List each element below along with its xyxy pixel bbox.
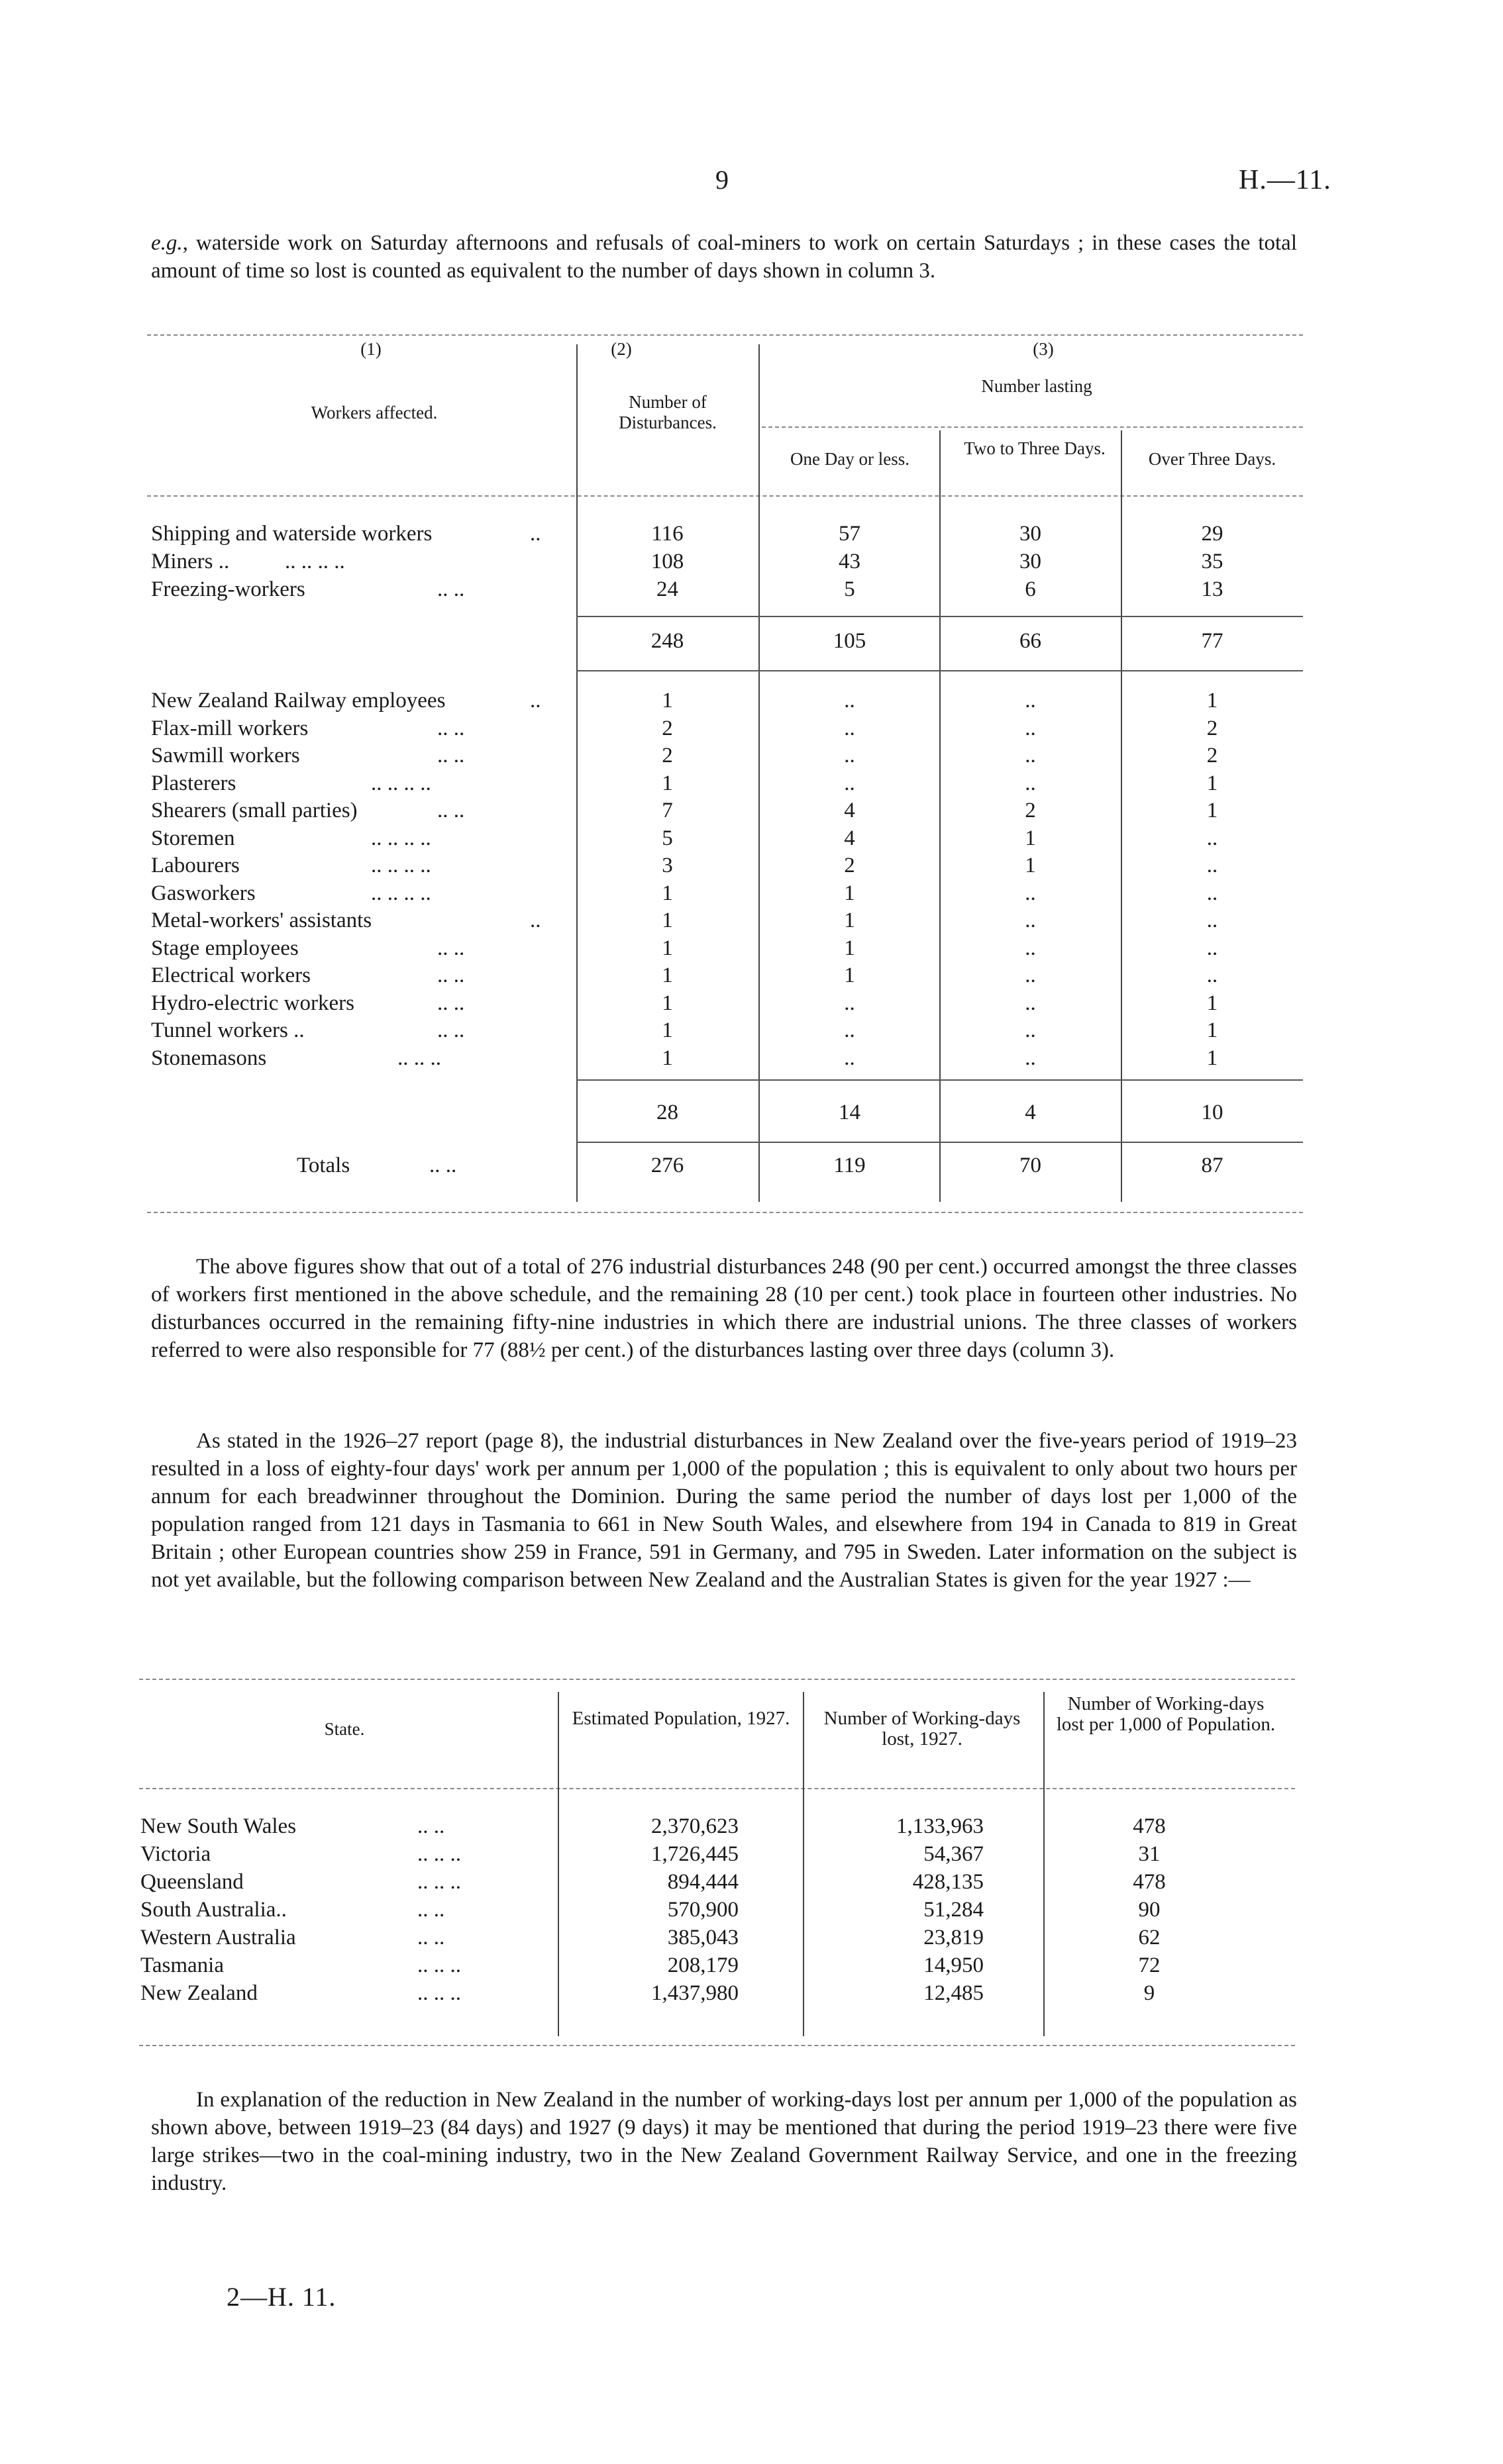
row-label: Stonemasons [151, 1046, 267, 1070]
header-over-three-days: Over Three Days. [1148, 449, 1276, 469]
header-number-lasting: Number lasting [981, 376, 1092, 396]
row-over-three: .. [1206, 826, 1218, 850]
row-over-three: 2 [1206, 744, 1218, 767]
row-label: Hydro-electric workers [151, 991, 354, 1015]
intro-lead: e.g. [151, 231, 183, 255]
row-dots: .. .. [417, 1926, 445, 1949]
row-two-three: .. [1025, 716, 1036, 740]
header-one-day: One Day or less. [790, 449, 909, 469]
col-number-1: (1) [360, 339, 382, 359]
row-total: 7 [662, 799, 673, 822]
row-over-three: 1 [1206, 1046, 1218, 1070]
table1-bottom-rule [147, 1212, 1303, 1213]
subtotal-over-three: 10 [1201, 1101, 1223, 1124]
row-one-day: 57 [839, 522, 860, 546]
row-over-three: .. [1206, 963, 1218, 987]
totals-total: 276 [650, 1154, 684, 1177]
row-label: Metal-workers' assistants [151, 909, 372, 932]
subtotal1-rule [576, 616, 1303, 617]
sheet-code: 2—H. 11. [227, 2282, 337, 2312]
row-dots: .. .. .. [417, 1870, 461, 1894]
row-dots: .. .. .. .. [371, 881, 431, 905]
row-total: 1 [662, 689, 673, 713]
row-label: Flax-mill workers [151, 716, 309, 740]
row-days-lost: 14,950 [923, 1953, 984, 1977]
row-label: Sawmill workers [151, 744, 300, 767]
row-one-day: 1 [844, 881, 855, 905]
row-label: Freezing-workers [151, 577, 305, 601]
row-population: 208,179 [667, 1953, 739, 1977]
row-one-day: 1 [844, 963, 855, 987]
intro-paragraph [151, 229, 1297, 285]
row-per-1000: 72 [1138, 1953, 1161, 1977]
totals-one-day: 119 [833, 1154, 866, 1177]
row-state: Western Australia [140, 1926, 296, 1949]
subtotal-one-day: 14 [839, 1101, 860, 1124]
row-two-three: 6 [1025, 577, 1036, 601]
row-dots: .. .. [417, 1898, 445, 1922]
row-state: Queensland [140, 1870, 244, 1894]
row-two-three: .. [1025, 881, 1036, 905]
header-two-to-three-days: Two to Three Days. [964, 438, 1106, 458]
row-over-three: 1 [1206, 689, 1218, 713]
row-over-three: 35 [1201, 550, 1223, 573]
row-total: 1 [662, 936, 673, 960]
row-days-lost: 23,819 [923, 1926, 984, 1949]
row-population: 894,444 [667, 1870, 739, 1894]
row-label: Stage employees [151, 936, 299, 960]
col-number-2: (2) [611, 339, 632, 359]
paragraph-explanation: In explanation of the reduction in New Zealand in the number of working-days lost per annum per 1,000 of the population as shown above, between 1919–23 (84 days) and 1927 (9 days) it may be mentioned that during the period 1919–23 there were five large strikes—two in the coal-mining industry, two in the New Zealand Government Railway Service, and one in the freezing industry. [151, 2088, 1297, 2195]
table2-top-rule [139, 1679, 1295, 1680]
row-label: Plasterers [151, 771, 236, 795]
row-one-day: .. [844, 1018, 855, 1042]
row-one-day: 43 [839, 550, 860, 573]
row-population: 570,900 [667, 1898, 739, 1922]
page-number: 9 [715, 165, 729, 195]
row-dots: .. .. [437, 1018, 465, 1042]
row-over-three: 29 [1201, 522, 1223, 546]
row-over-three: 1 [1206, 771, 1218, 795]
intro-text: , waterside work on Saturday afternoons and refusals of coal-miners to work on certain Saturdays ; in these cases the total amount of time so lost is counted as equivalent to the number of days shown in column 3. [151, 231, 1297, 283]
table1-col-rule-4 [1121, 430, 1122, 1202]
row-dots: .. [530, 689, 541, 713]
row-population: 2,370,623 [651, 1814, 739, 1838]
header-state: State. [324, 1719, 365, 1739]
row-over-three: .. [1206, 854, 1218, 877]
row-label: New Zealand Railway employees [151, 689, 446, 713]
row-two-three: .. [1025, 1046, 1036, 1070]
row-two-three: .. [1025, 909, 1036, 932]
row-one-day: .. [844, 716, 855, 740]
subtotal-total: 248 [650, 629, 684, 653]
row-dots: .. .. .. [417, 1953, 461, 1977]
row-population: 1,437,980 [651, 1981, 739, 2005]
row-dots: .. [530, 909, 541, 932]
row-over-three: 1 [1206, 991, 1218, 1015]
row-state: Victoria [140, 1842, 211, 1866]
row-total: 1 [662, 963, 673, 987]
row-over-three: .. [1206, 909, 1218, 932]
row-total: 116 [651, 522, 684, 546]
row-dots: .. .. [437, 744, 465, 767]
row-one-day: .. [844, 1046, 855, 1070]
row-one-day: 4 [844, 799, 855, 822]
table1-header-rule [147, 495, 1303, 497]
row-two-three: 1 [1025, 826, 1036, 850]
row-dots: .. .. [437, 577, 465, 601]
row-two-three: .. [1025, 771, 1036, 795]
subtotal-two-three: 4 [1025, 1101, 1036, 1124]
row-one-day: .. [844, 689, 855, 713]
row-state: New South Wales [140, 1814, 297, 1838]
row-one-day: 2 [844, 854, 855, 877]
row-over-three: 1 [1206, 799, 1218, 822]
header-estimated-population: Estimated Population, 1927. [572, 1708, 790, 1729]
paragraph-summary: The above figures show that out of a total of 276 industrial disturbances 248 (90 per cent.) occurred amongst the three classes of workers first mentioned in the above schedule, and the remaining 28 (10 per cent.) took place in fourteen other industries. No disturbances occurred in the remaining fifty-nine industries in which there are industrial unions. The three classes of workers referred to were also responsible for 77 (88½ per cent.) of the disturbances lasting over three days (column 3). [151, 1255, 1297, 1362]
row-total: 108 [650, 550, 684, 573]
row-two-three: 30 [1019, 522, 1041, 546]
row-dots: .. [530, 522, 541, 546]
row-population: 1,726,445 [651, 1842, 739, 1866]
row-two-three: .. [1025, 689, 1036, 713]
table1-col-rule-1 [576, 344, 578, 1202]
header-number-of-disturbances: Number of Disturbances. [619, 392, 717, 432]
row-dots: .. .. .. [417, 1842, 461, 1866]
row-over-three: .. [1206, 936, 1218, 960]
row-label: Shipping and waterside workers [151, 522, 433, 546]
row-dots: .. .. [437, 991, 465, 1015]
row-state: Tasmania [140, 1953, 224, 1977]
row-days-lost: 428,135 [912, 1870, 984, 1894]
row-total: 5 [662, 826, 673, 850]
header-workers-affected: Workers affected. [311, 403, 438, 422]
row-label: Shearers (small parties) [151, 799, 358, 822]
subtotal2-rule [576, 1079, 1303, 1081]
row-total: 1 [662, 1046, 673, 1070]
row-days-lost: 54,367 [923, 1842, 984, 1866]
row-per-1000: 62 [1138, 1926, 1161, 1949]
row-dots: .. .. .. .. [371, 826, 431, 850]
row-dots: .. .. [437, 716, 465, 740]
row-two-three: .. [1025, 963, 1036, 987]
row-population: 385,043 [667, 1926, 739, 1949]
row-days-lost: 12,485 [923, 1981, 984, 2005]
row-one-day: .. [844, 771, 855, 795]
row-state: South Australia.. [140, 1898, 287, 1922]
row-days-lost: 51,284 [923, 1898, 984, 1922]
totals-rule [576, 1142, 1303, 1143]
row-per-1000: 90 [1138, 1898, 1161, 1922]
row-label: Electrical workers [151, 963, 311, 987]
row-total: 2 [662, 744, 673, 767]
subtotal1-bottom-rule [576, 670, 1303, 671]
row-two-three: .. [1025, 1018, 1036, 1042]
row-per-1000: 31 [1138, 1842, 1161, 1866]
row-dots: .. .. .. .. [371, 771, 431, 795]
row-days-lost: 1,133,963 [896, 1814, 984, 1838]
row-one-day: 1 [844, 936, 855, 960]
row-dots: .. .. [437, 799, 465, 822]
row-dots: .. .. .. .. [285, 550, 345, 573]
row-two-three: 1 [1025, 854, 1036, 877]
table2-col-rule-2 [803, 1692, 804, 2036]
table1-subheader-rule [762, 426, 1303, 428]
paragraph-comparison: As stated in the 1926–27 report (page 8), the industrial disturbances in New Zealand over the five-years period of 1919–23 resulted in a loss of eighty-four days' work per annum per 1,000 of the population ; this is equivalent to only about two hours per annum for each breadwinner throughout the Dominion. During the same period the number of days lost per 1,000 of the population ranged from 121 days in Tasmania to 661 in New South Wales, and elsewhere from 194 in Canada to 819 in Great Britain ; other European countries show 259 in France, 591 in Germany, and 795 in Sweden. Later information on the subject is not yet available, but the following comparison between New Zealand and the Australian States is given for the year 1927 :— [151, 1429, 1297, 1592]
row-two-three: .. [1025, 936, 1036, 960]
subtotal-two-three: 66 [1019, 629, 1041, 653]
row-dots: .. .. [417, 1814, 445, 1838]
row-per-1000: 478 [1133, 1870, 1166, 1894]
row-label: Storemen [151, 826, 235, 850]
table2-bottom-rule [139, 2045, 1295, 2046]
row-total: 2 [662, 716, 673, 740]
row-total: 1 [662, 881, 673, 905]
row-one-day: .. [844, 991, 855, 1015]
table1-col-rule-2 [758, 344, 760, 1202]
row-two-three: 30 [1019, 550, 1041, 573]
row-dots: .. .. .. [397, 1046, 441, 1070]
row-dots: .. .. [437, 936, 465, 960]
row-over-three: .. [1206, 881, 1218, 905]
row-dots: .. .. .. .. [371, 854, 431, 877]
row-total: 1 [662, 991, 673, 1015]
totals-dots: .. .. [429, 1154, 457, 1177]
table1-col-rule-3 [939, 430, 941, 1202]
row-over-three: 1 [1206, 1018, 1218, 1042]
subtotal-total: 28 [656, 1101, 678, 1124]
header-days-lost: Number of Working-days lost, 1927. [823, 1708, 1021, 1749]
col-number-3: (3) [1033, 339, 1054, 359]
row-two-three: 2 [1025, 799, 1036, 822]
row-two-three: .. [1025, 744, 1036, 767]
row-one-day: 4 [844, 826, 855, 850]
table2-header-rule [139, 1788, 1295, 1789]
row-per-1000: 478 [1133, 1814, 1166, 1838]
row-state: New Zealand [140, 1981, 258, 2005]
row-total: 1 [662, 909, 673, 932]
row-over-three: 13 [1201, 577, 1223, 601]
document-code: H.—11. [1239, 165, 1331, 195]
row-label: Tunnel workers .. [151, 1018, 305, 1042]
row-one-day: 1 [844, 909, 855, 932]
table2-col-rule-3 [1043, 1692, 1045, 2036]
row-one-day: 5 [844, 577, 855, 601]
row-label: Miners .. [151, 550, 230, 573]
row-per-1000: 9 [1143, 1981, 1155, 2005]
subtotal-over-three: 77 [1201, 629, 1223, 653]
row-one-day: .. [844, 744, 855, 767]
row-dots: .. .. [437, 963, 465, 987]
table1-top-rule [147, 334, 1303, 336]
row-total: 1 [662, 1018, 673, 1042]
row-label: Labourers [151, 854, 240, 877]
totals-over-three: 87 [1201, 1154, 1223, 1177]
table2-col-rule-1 [558, 1692, 559, 2036]
row-total: 1 [662, 771, 673, 795]
row-total: 24 [656, 577, 678, 601]
row-over-three: 2 [1206, 716, 1218, 740]
header-days-lost-per-1000: Number of Working-days lost per 1,000 of Population. [1056, 1693, 1276, 1735]
subtotal-one-day: 105 [833, 629, 866, 653]
totals-two-three: 70 [1019, 1154, 1041, 1177]
totals-label: Totals [297, 1154, 350, 1177]
row-label: Gasworkers [151, 881, 256, 905]
row-dots: .. .. .. [417, 1981, 461, 2005]
row-total: 3 [662, 854, 673, 877]
row-two-three: .. [1025, 991, 1036, 1015]
